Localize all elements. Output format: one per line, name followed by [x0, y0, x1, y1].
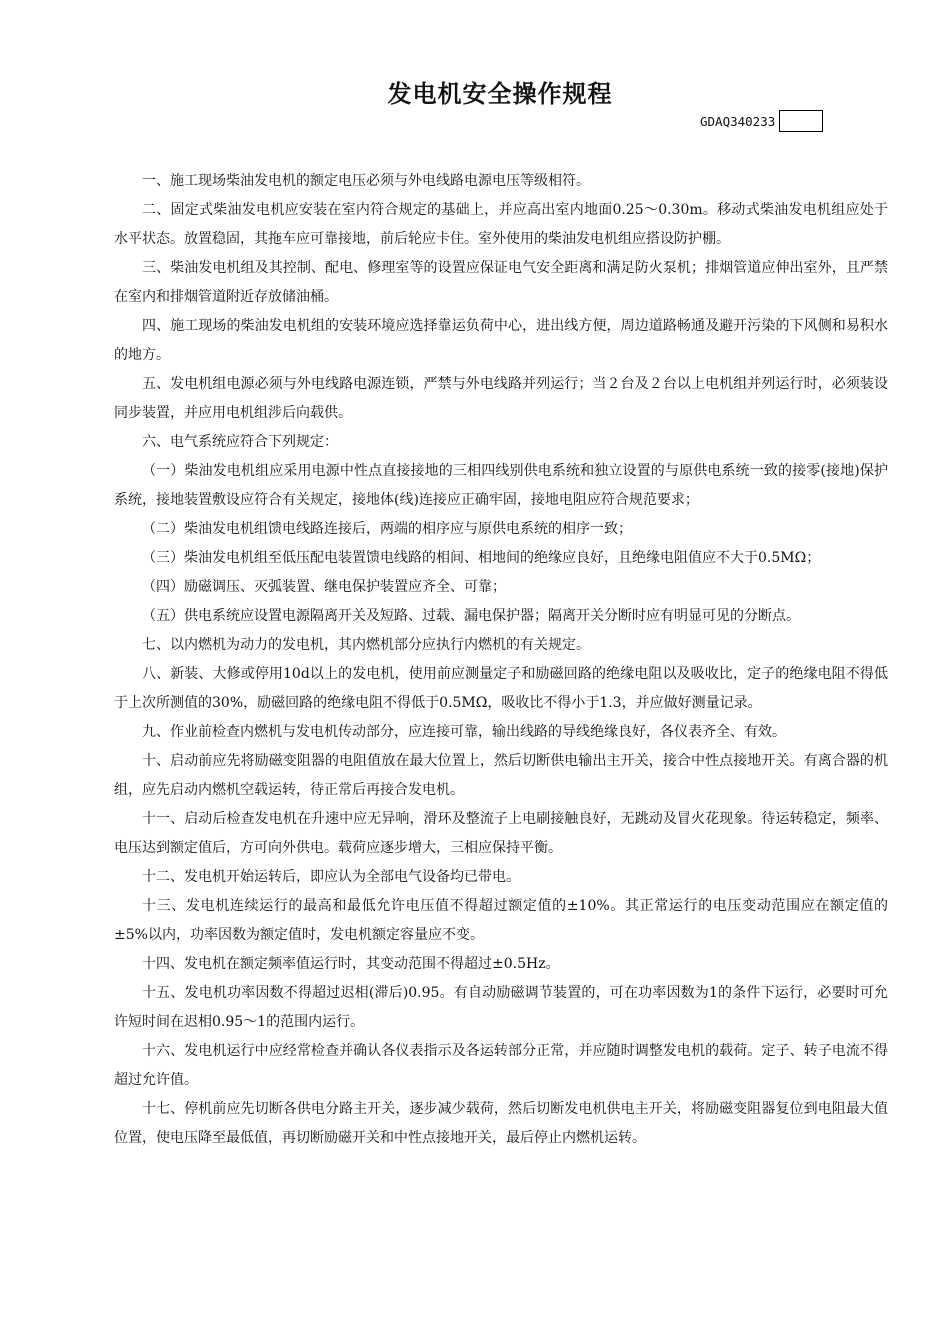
paragraph-15: 十五、发电机功率因数不得超过迟相(滞后)0.95。有自动励磁调节装置的，可在功率因数为1的条件下运行，必要时可允许短时间在迟相0.95～1的范围内运行。 — [114, 985, 888, 1030]
sub-paragraph-3: （三）柴油发电机组至低压配电装置馈电线路的相间、相地间的绝缘应良好，且绝缘电阻值应不大于0.5MΩ； — [142, 550, 821, 566]
sub-paragraph-4: （四）励磁调压、灭弧装置、继电保护装置应齐全、可靠； — [142, 579, 506, 595]
document-title: 发电机安全操作规程 — [387, 80, 613, 108]
document-code: GDAQ340233 — [700, 113, 776, 129]
paragraph-9: 九、作业前检查内燃机与发电机传动部分，应连接可靠，输出线路的导线绝缘良好，各仪表齐全、有效。 — [142, 724, 786, 740]
paragraph-2: 二、固定式柴油发电机应安装在室内符合规定的基础上，并应高出室内地面0.25～0.30m。移动式柴油发电机组应处于水平状态。放置稳固，其拖车应可靠接地，前后轮应卡住。室外使用的柴油发电机组应搭设防护棚。 — [114, 202, 888, 247]
document-code-row — [700, 110, 823, 132]
paragraph-16: 十六、发电机运行中应经常检查并确认各仪表指示及各运转部分正常，并应随时调整发电机的载荷。定子、转子电流不得超过允许值。 — [114, 1043, 888, 1088]
paragraph-17: 十七、停机前应先切断各供电分路主开关，逐步减少载荷，然后切断发电机供电主开关，将励磁变阻器复位到电阻最大值位置，使电压降至最低值，再切断励磁开关和中性点接地开关，最后停止内燃机运转。 — [114, 1101, 888, 1146]
sub-paragraph-2: （二）柴油发电机组馈电线路连接后，两端的相序应与原供电系统的相序一致； — [142, 521, 632, 537]
paragraph-13: 十三、发电机连续运行的最高和最低允许电压值不得超过额定值的±10%。其正常运行的电压变动范围应在额定值的±5%以内，功率因数为额定值时，发电机额定容量应不变。 — [114, 898, 888, 943]
paragraph-11: 十一、启动后检查发电机在升速中应无异响，滑环及整流子上电刷接触良好，无跳动及冒火花现象。待运转稳定，频率、电压达到额定值后，方可向外供电。载荷应逐步增大，三相应保持平衡。 — [114, 811, 888, 856]
sub-paragraph-5: （五）供电系统应设置电源隔离开关及短路、过载、漏电保护器；隔离开关分断时应有明显可见的分断点。 — [142, 608, 800, 624]
paragraph-10: 十、启动前应先将励磁变阻器的电阻值放在最大位置上，然后切断供电输出主开关，接合中性点接地开关。有离合器的机组，应先启动内燃机空载运转，待正常后再接合发电机。 — [114, 753, 888, 798]
paragraph-3: 三、柴油发电机组及其控制、配电、修理室等的设置应保证电气安全距离和满足防火泵机；排烟管道应伸出室外，且严禁在室内和排烟管道附近存放储油桶。 — [114, 260, 888, 305]
sub-paragraph-1: （一）柴油发电机组应采用电源中性点直接接地的三相四线别供电系统和独立设置的与原供电系统一致的接零(接地)保护系统，接地装置敷设应符合有关规定，接地体(线)连接应正确牢固，接地电阻应符合规范要求； — [114, 463, 888, 508]
paragraph-12: 十二、发电机开始运转后，即应认为全部电气设备均已带电。 — [142, 869, 520, 885]
paragraph-7: 七、以内燃机为动力的发电机，其内燃机部分应执行内燃机的有关规定。 — [142, 637, 590, 653]
paragraph-5: 五、发电机组电源必须与外电线路电源连锁，严禁与外电线路并列运行；当２台及２台以上电机组并列运行时，必须装设同步装置，并应用电机组涉后向载供。 — [114, 376, 888, 421]
code-box — [779, 110, 823, 132]
paragraph-4: 四、施工现场的柴油发电机组的安装环境应选择靠运负荷中心，进出线方便，周边道路畅通及避开污染的下风侧和易积水的地方。 — [114, 318, 888, 363]
paragraph-1: 一、施工现场柴油发电机的额定电压必须与外电线路电源电压等级相符。 — [142, 173, 590, 189]
paragraph-6: 六、电气系统应符合下列规定： — [142, 434, 338, 450]
document-body — [114, 167, 888, 1153]
paragraph-14: 十四、发电机在额定频率值运行时，其变动范围不得超过±0.5Hz。 — [142, 956, 560, 972]
paragraph-8: 八、新装、大修或停用10d以上的发电机，使用前应测量定子和励磁回路的绝缘电阻以及吸收比，定子的绝缘电阻不得低于上次所测值的30%，励磁回路的绝缘电阻不得低于0.5MΩ，吸收比不得小于1.3，并应做好测量记录。 — [114, 666, 888, 711]
